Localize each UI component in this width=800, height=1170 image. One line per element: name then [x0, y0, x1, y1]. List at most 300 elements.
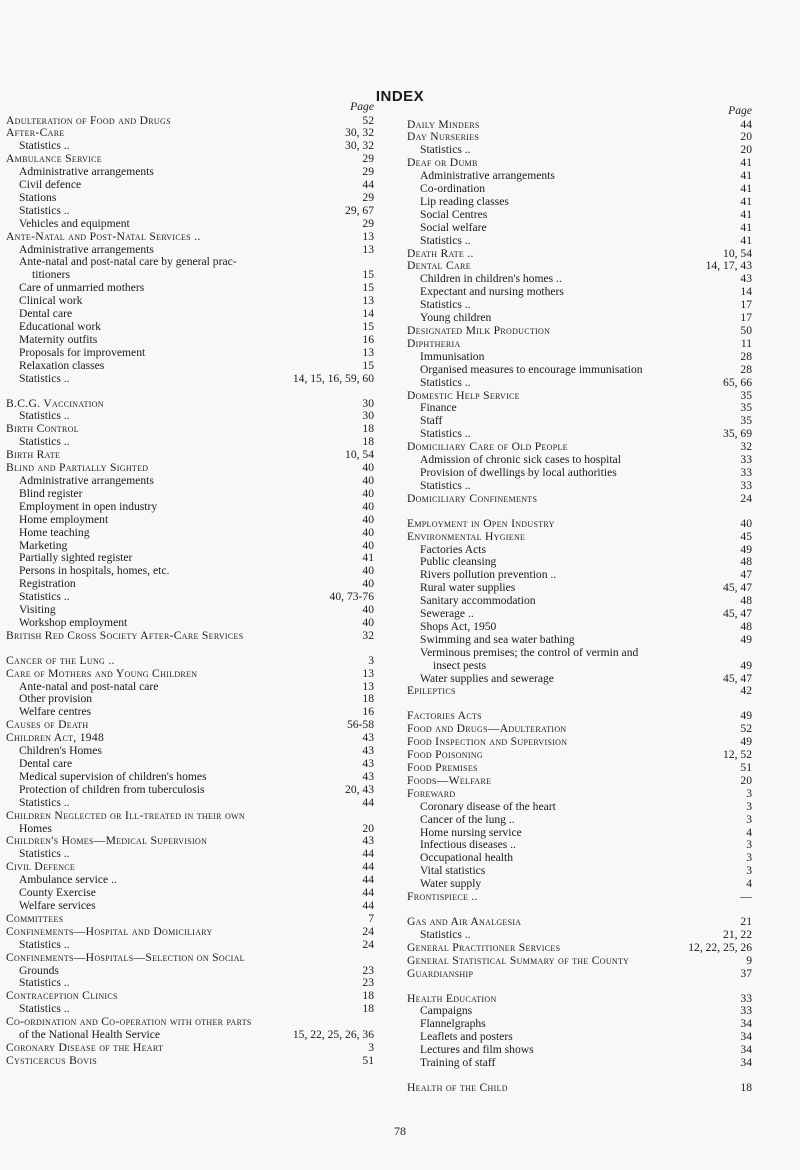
entry-text: Statistics .. [19, 204, 70, 217]
index-subentry [407, 480, 752, 493]
entry-text: Statistics .. [19, 796, 70, 809]
index-heading [407, 260, 752, 273]
index-subentry [6, 604, 374, 617]
index-subentry [6, 501, 374, 514]
entry-pages: 28 [740, 349, 752, 363]
entry-pages: 11 [740, 336, 752, 350]
index-subentry [6, 900, 374, 913]
entry-text: Food Premises [407, 762, 478, 774]
entry-text: Coronary disease of the heart [420, 800, 556, 813]
index-subentry [407, 402, 752, 415]
entry-pages: 40 [362, 525, 374, 539]
entry-pages: — [740, 890, 752, 904]
entry-text: Flannelgraphs [420, 1018, 486, 1031]
index-column-left [6, 100, 374, 1068]
entry-pages: 16 [362, 705, 374, 719]
entry-text: Lectures and film shows [420, 1044, 534, 1057]
entry-text: Foods—Welfare [407, 774, 492, 787]
entry-text: Children Act, 1948 [6, 732, 105, 745]
entry-text: Cysticercus Bovis [6, 1054, 98, 1067]
entry-text: Organised measures to encourage immunisation [420, 363, 643, 376]
index-subentry [6, 617, 374, 630]
entry-pages: 3 [368, 653, 374, 667]
entry-text: Diphtheria [407, 337, 461, 350]
entry-pages: 33 [740, 453, 752, 467]
index-subentry [6, 166, 374, 179]
index-heading [6, 231, 374, 244]
entry-text: Cancer of the Lung .. [6, 654, 115, 667]
group-spacer [407, 1070, 752, 1082]
entry-pages: 32 [362, 628, 374, 642]
entry-text: Birth Rate [6, 449, 61, 462]
entry-text: of the National Health Service [19, 1029, 161, 1042]
entry-text: Employment in Open Industry [407, 517, 555, 530]
index-subentry [6, 347, 374, 360]
index-heading [407, 119, 752, 132]
entry-pages: 15 [362, 281, 374, 295]
entry-text: Statistics .. [420, 299, 471, 312]
index-subentry [407, 170, 752, 183]
index-heading [6, 990, 374, 1003]
entry-text: Staff [420, 415, 443, 428]
entry-text: insect pests [433, 659, 487, 672]
entry-pages: 40 [362, 564, 374, 578]
entry-text: Guardianship [407, 967, 474, 980]
entry-pages: 24 [362, 937, 374, 951]
entry-pages: 40 [362, 615, 374, 629]
entry-pages: 44 [362, 886, 374, 900]
entry-text: Contraception Clinics [6, 990, 118, 1003]
entry-pages: 30 [362, 409, 374, 423]
entry-pages: 14, 17, 43 [705, 259, 752, 273]
entry-pages: 41 [740, 233, 752, 247]
entry-pages: 48 [740, 619, 752, 633]
entry-pages: 40 [362, 603, 374, 617]
entry-text: Daily Minders [407, 118, 480, 131]
entry-pages: 29 [362, 152, 374, 166]
index-heading [407, 248, 752, 261]
entry-pages: 35 [740, 414, 752, 428]
entry-text: Statistics .. [420, 144, 471, 157]
entry-text: Administrative arrangements [420, 170, 555, 183]
entry-text: Care of unmarried mothers [19, 282, 145, 295]
index-heading [6, 1042, 374, 1055]
entry-text: Co-ordination [420, 183, 486, 196]
index-subentry [407, 621, 752, 634]
entry-text: Verminous premises; the control of vermin and [420, 646, 639, 659]
entry-text: Sanitary accommodation [420, 595, 536, 608]
entry-pages: 43 [740, 272, 752, 286]
entry-text: Home nursing service [420, 826, 522, 839]
index-heading [6, 449, 374, 462]
entry-pages: 15 [362, 268, 374, 282]
entry-pages: 40 [362, 461, 374, 475]
index-subentry [407, 865, 752, 878]
index-entries-right [407, 119, 752, 1095]
entry-text: Domestic Help Service [407, 389, 520, 402]
entry-text: Swimming and sea water bathing [420, 633, 575, 646]
entry-text: Home teaching [19, 526, 90, 539]
group-spacer [407, 981, 752, 993]
entry-text: Health of the Child [407, 1081, 508, 1094]
index-heading [6, 926, 374, 939]
index-heading [407, 968, 752, 981]
index-heading [407, 157, 752, 170]
entry-text: Administrative arrangements [19, 243, 154, 256]
entry-text: Leaflets and posters [420, 1031, 513, 1044]
entry-text: Immunisation [420, 350, 485, 363]
entry-text: Rivers pollution prevention .. [420, 569, 557, 582]
entry-pages: 48 [740, 555, 752, 569]
group-spacer [407, 506, 752, 518]
entry-pages: 41 [740, 194, 752, 208]
index-subentry [6, 887, 374, 900]
index-heading [407, 390, 752, 403]
index-heading [407, 723, 752, 736]
entry-text: Occupational health [420, 852, 514, 865]
entry-pages: 13 [362, 666, 374, 680]
entry-pages: 41 [740, 207, 752, 221]
index-subentry [407, 595, 752, 608]
entry-pages: 4 [746, 877, 752, 891]
entry-pages: 13 [362, 242, 374, 256]
index-subentry [407, 878, 752, 891]
index-subentry [6, 488, 374, 501]
entry-text: Statistics .. [19, 938, 70, 951]
entry-pages: 30, 32 [345, 126, 374, 140]
entry-text: Dental care [19, 308, 73, 321]
entry-pages: 49 [740, 542, 752, 556]
page-title: INDEX [375, 88, 425, 105]
index-subentry [407, 467, 752, 480]
index-heading [407, 762, 752, 775]
entry-text: Grounds [19, 964, 59, 977]
entry-text: Statistics .. [420, 376, 471, 389]
entry-pages: 20, 43 [345, 782, 374, 796]
entry-pages: 17 [740, 298, 752, 312]
group-spacer [6, 386, 374, 398]
entry-pages: 3 [746, 864, 752, 878]
entry-pages: 40, 73-76 [329, 590, 374, 604]
index-subentry [407, 582, 752, 595]
entry-pages: 65, 66 [723, 375, 752, 389]
entry-text: Water supplies and sewerage [420, 672, 554, 685]
entry-text: Ambulance service .. [19, 874, 117, 887]
entry-pages: 29 [362, 190, 374, 204]
index-heading [407, 749, 752, 762]
index-subentry [6, 745, 374, 758]
entry-pages: 44 [362, 898, 374, 912]
entry-pages: 52 [362, 113, 374, 127]
index-heading [407, 338, 752, 351]
index-subentry [407, 1018, 752, 1031]
index-subentry [407, 144, 752, 157]
index-heading [6, 952, 374, 965]
entry-pages: 3 [746, 812, 752, 826]
entry-text: Civil defence [19, 179, 82, 192]
entry-text: Food Inspection and Supervision [407, 736, 568, 749]
index-heading [6, 913, 374, 926]
index-subentry [6, 797, 374, 810]
entry-text: Dental care [19, 758, 73, 770]
index-subentry [407, 660, 752, 673]
entry-text: Visiting [19, 604, 56, 617]
index-subentry [407, 556, 752, 569]
index-heading [6, 127, 374, 140]
entry-text: Statistics .. [19, 1003, 70, 1016]
entry-text: Domiciliary Care of Old People [407, 441, 568, 454]
index-subentry [407, 929, 752, 942]
entry-pages: 40 [362, 512, 374, 526]
index-subentry [407, 801, 752, 814]
entry-pages: 45, 47 [723, 581, 752, 595]
index-heading [407, 1082, 752, 1095]
entry-text: Administrative arrangements [19, 166, 154, 179]
entry-pages: 35 [740, 388, 752, 402]
index-subentry [6, 308, 374, 321]
entry-text: Foreward [407, 787, 456, 800]
page-column-heading: Page [350, 100, 374, 113]
entry-pages: 3 [746, 799, 752, 813]
index-heading [6, 835, 374, 848]
index-subentry [6, 205, 374, 218]
entry-pages: 20 [740, 143, 752, 157]
entry-text: Frontispiece .. [407, 891, 478, 904]
entry-pages: 24 [362, 924, 374, 938]
index-subentry [6, 140, 374, 153]
index-heading [407, 518, 752, 531]
entry-pages: 45, 47 [723, 607, 752, 621]
index-subentry [407, 415, 752, 428]
entry-text: Children Neglected or Ill-treated in their own [6, 809, 245, 822]
entry-pages: 52 [740, 722, 752, 736]
entry-text: Finance [420, 402, 457, 415]
entry-pages: 43 [362, 834, 374, 848]
entry-text: Committees [6, 912, 64, 925]
index-subentry [407, 196, 752, 209]
index-subentry [6, 977, 374, 990]
entry-pages: 13 [362, 229, 374, 243]
entry-pages: 10, 54 [345, 448, 374, 462]
entry-text: Partially sighted register [19, 552, 133, 565]
index-heading [407, 993, 752, 1006]
entry-text: Cancer of the lung .. [420, 813, 515, 826]
entry-pages: 35 [740, 401, 752, 415]
entry-text: Educational work [19, 321, 102, 333]
entry-text: Welfare services [19, 899, 96, 912]
index-heading [6, 630, 374, 643]
index-subentry [6, 552, 374, 565]
index-heading [407, 916, 752, 929]
entry-pages: 56-58 [346, 718, 374, 732]
index-subentry [6, 758, 374, 771]
entry-text: Statistics .. [420, 428, 471, 441]
entry-text: Registration [19, 578, 76, 591]
entry-text: Children's Homes [19, 745, 102, 758]
entry-text: Confinements—Hospitals—Selection on Social [6, 951, 245, 964]
index-subentry [6, 373, 374, 386]
index-heading [6, 1055, 374, 1068]
entry-text: Ante-Natal and Post-Natal Services .. [6, 230, 201, 243]
entry-pages: 49 [740, 709, 752, 723]
entry-pages: 13 [362, 294, 374, 308]
index-subentry [6, 244, 374, 257]
entry-text: Statistics .. [19, 848, 70, 861]
index-subentry [407, 312, 752, 325]
entry-text: General Practitioner Services [407, 941, 561, 954]
index-heading [407, 325, 752, 338]
entry-text: Children in children's homes .. [420, 273, 562, 286]
entry-pages: 23 [362, 976, 374, 990]
entry-text: General Statistical Summary of the County [407, 954, 630, 967]
entry-text: Coronary Disease of the Heart [6, 1041, 164, 1054]
index-subentry [407, 1005, 752, 1018]
entry-pages: 20 [740, 130, 752, 144]
page-column-heading: Page [728, 104, 752, 117]
entry-text: Maternity outfits [19, 333, 98, 346]
index-subentry [407, 222, 752, 235]
entry-text: Health Education [407, 992, 497, 1005]
entry-text: Welfare centres [19, 706, 92, 719]
index-subentry [407, 454, 752, 467]
entry-text: Home employment [19, 513, 109, 526]
entry-pages: 43 [362, 744, 374, 758]
index-subentry [6, 939, 374, 952]
entry-text: Causes of Death [6, 719, 89, 732]
index-subentry [407, 377, 752, 390]
entry-text: Statistics .. [420, 928, 471, 941]
entry-text: Admission of chronic sick cases to hospital [420, 454, 621, 467]
index-subentry [407, 351, 752, 364]
index-subentry [6, 218, 374, 231]
entry-text: Vehicles and equipment [19, 217, 130, 230]
entry-pages: 40 [740, 516, 752, 530]
index-subentry [407, 852, 752, 865]
group-spacer [6, 643, 374, 655]
entry-text: Ante-natal and post-natal care by general prac- [19, 256, 237, 269]
entry-text: Other provision [19, 693, 93, 706]
index-heading [6, 810, 374, 823]
entry-pages: 41 [740, 182, 752, 196]
index-subentry [407, 286, 752, 299]
entry-text: Designated Milk Production [407, 325, 551, 337]
index-subentry [6, 540, 374, 553]
index-subentry [407, 634, 752, 647]
index-subentry [407, 235, 752, 248]
entry-pages: 41 [740, 169, 752, 183]
entry-pages: 33 [740, 465, 752, 479]
entry-text: Clinical work [19, 295, 83, 308]
entry-text: Factories Acts [407, 710, 482, 723]
entry-pages: 15 [362, 358, 374, 372]
index-subentry [6, 179, 374, 192]
index-subentry [407, 827, 752, 840]
entry-text: Statistics .. [420, 479, 471, 492]
index-heading [407, 531, 752, 544]
group-spacer [407, 904, 752, 916]
entry-pages: 16 [362, 332, 374, 346]
entry-pages: 45 [740, 529, 752, 543]
entry-text: Training of staff [420, 1057, 496, 1070]
index-entries-left [6, 115, 374, 1068]
entry-text: Relaxation classes [19, 359, 105, 372]
index-heading [6, 668, 374, 681]
entry-text: Shops Act, 1950 [420, 620, 497, 633]
entry-pages: 3 [746, 838, 752, 852]
entry-text: Civil Defence [6, 861, 76, 874]
entry-text: Social welfare [420, 221, 487, 234]
entry-text: Factories Acts [420, 543, 487, 556]
entry-text: Blind and Partially Sighted [6, 462, 149, 475]
entry-text: Statistics .. [19, 436, 70, 449]
entry-pages: 18 [362, 422, 374, 436]
index-subentry [407, 569, 752, 582]
index-heading [407, 131, 752, 144]
entry-pages: 40 [362, 499, 374, 513]
entry-text: Food Poisoning [407, 749, 483, 762]
entry-pages: 33 [740, 478, 752, 492]
entry-pages: 40 [362, 538, 374, 552]
index-subentry [407, 1057, 752, 1070]
entry-pages: 4 [746, 825, 752, 839]
entry-pages: 15 [362, 320, 374, 333]
index-heading [6, 655, 374, 668]
entry-pages: 33 [740, 991, 752, 1005]
entry-text: Sewerage .. [420, 608, 474, 621]
entry-pages: 40 [362, 486, 374, 500]
index-heading [407, 736, 752, 749]
entry-pages: 14 [362, 307, 374, 321]
entry-text: Birth Control [6, 423, 79, 436]
entry-text: Care of Mothers and Young Children [6, 667, 198, 680]
entry-text: Statistics .. [19, 977, 70, 990]
entry-pages: 40 [362, 473, 374, 487]
entry-pages: 30 [362, 396, 374, 410]
index-subentry [407, 428, 752, 441]
index-heading [6, 462, 374, 475]
index-subentry [6, 360, 374, 373]
entry-text: Statistics .. [19, 410, 70, 423]
entry-pages: 23 [362, 963, 374, 977]
entry-pages: 45, 47 [723, 671, 752, 685]
entry-text: Employment in open industry [19, 500, 158, 513]
index-subentry [407, 647, 752, 660]
index-column-right [407, 104, 752, 1095]
entry-pages: 43 [362, 757, 374, 770]
entry-pages: 32 [740, 440, 752, 454]
entry-pages: 12, 52 [723, 748, 752, 762]
entry-pages: 18 [362, 435, 374, 449]
index-heading [407, 493, 752, 506]
entry-pages: 41 [740, 220, 752, 234]
entry-pages: 34 [740, 1056, 752, 1070]
index-subentry [6, 436, 374, 449]
index-subentry [407, 839, 752, 852]
entry-text: Infectious diseases .. [420, 839, 516, 852]
index-subentry [407, 299, 752, 312]
index-subentry [6, 771, 374, 784]
entry-pages: 15, 22, 25, 26, 36 [292, 1028, 374, 1042]
index-subentry [6, 295, 374, 308]
entry-text: Domiciliary Confinements [407, 492, 538, 505]
entry-text: Lip reading classes [420, 195, 509, 208]
entry-pages: 44 [362, 847, 374, 861]
index-heading [407, 710, 752, 723]
entry-text: Expectant and nursing mothers [420, 286, 564, 299]
entry-pages: 21 [740, 914, 752, 928]
entry-text: Statistics .. [19, 140, 70, 153]
group-spacer [407, 698, 752, 710]
